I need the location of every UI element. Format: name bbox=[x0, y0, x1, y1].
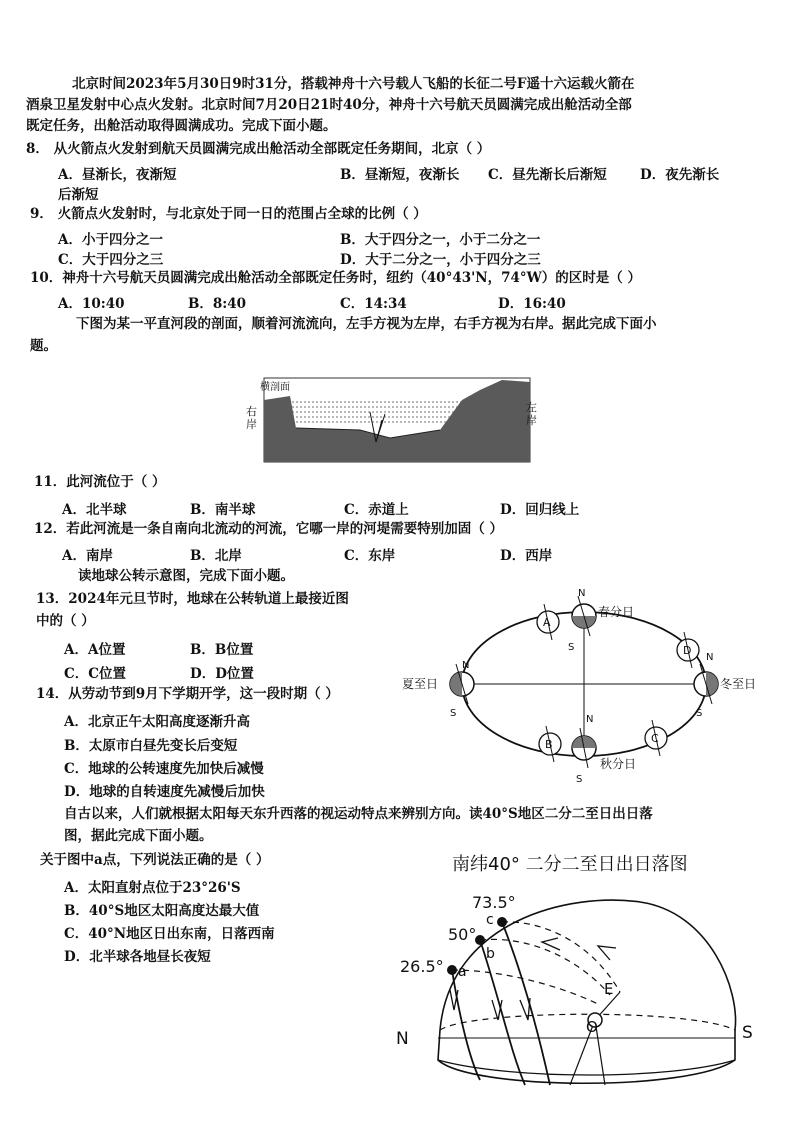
orbit-s-winter: S bbox=[696, 708, 703, 719]
q13-option-c[interactable]: C．C位置 bbox=[64, 666, 126, 682]
sun-direction-e: E bbox=[604, 980, 614, 998]
q15-option-c[interactable]: C．40°N地区日出东南，日落西南 bbox=[64, 926, 275, 942]
q8-option-a[interactable]: A．昼渐长，夜渐短 bbox=[58, 167, 177, 183]
q13-option-b[interactable]: B．B位置 bbox=[190, 642, 254, 658]
q10-option-d[interactable]: D．16:40 bbox=[498, 296, 566, 312]
q15-option-b[interactable]: B．40°S地区太阳高度达最大值 bbox=[64, 903, 260, 919]
sun-point-b: b bbox=[486, 946, 495, 962]
q9-option-a[interactable]: A．小于四分之一 bbox=[58, 232, 163, 248]
orbit-label-c: C bbox=[651, 732, 659, 745]
intro4-line2: 图，据此完成下面小题。 bbox=[64, 828, 213, 844]
sun-figure-title: 南纬40° 二分二至日出日落图 bbox=[452, 854, 688, 875]
q11-stem: 11．此河流位于（ ） bbox=[34, 474, 166, 490]
intro1-line1: 北京时间2023年5月30日9时31分，搭载神舟十六号载人飞船的长征二号F遥十六运载火箭在 bbox=[72, 76, 635, 92]
sun-point-a: a bbox=[458, 964, 467, 980]
q14-option-c[interactable]: C．地球的公转速度先加快后减慢 bbox=[64, 761, 264, 777]
orbit-n-spring: N bbox=[578, 588, 586, 599]
orbit-label-winter: 冬至日 bbox=[720, 677, 757, 691]
orbit-label-summer: 夏至日 bbox=[402, 677, 439, 691]
orbit-n-winter: N bbox=[706, 652, 714, 663]
orbit-label-d: D bbox=[683, 644, 692, 657]
intro2-line2: 题。 bbox=[30, 338, 57, 354]
q11-option-c[interactable]: C．赤道上 bbox=[344, 502, 409, 518]
orbit-label-spring: 春分日 bbox=[598, 605, 635, 619]
q13-stem-line2: 中的（ ） bbox=[36, 613, 95, 629]
river-figure-title: 横剖面 bbox=[260, 382, 290, 393]
q14-stem: 14．从劳动节到9月下学期开学，这一段时期（ ） bbox=[36, 686, 339, 702]
river-left-bank-label: 左 岸 bbox=[526, 401, 537, 427]
q10-stem: 10．神舟十六号航天员圆满完成出舱活动全部既定任务时，纽约（40°43'N，74°W）的区时是（ ） bbox=[30, 270, 641, 286]
q12-option-a[interactable]: A．南岸 bbox=[62, 548, 113, 564]
q10-option-a[interactable]: A．10:40 bbox=[58, 296, 125, 312]
intro3: 读地球公转示意图，完成下面小题。 bbox=[78, 568, 294, 584]
sun-direction-n: N bbox=[396, 1029, 409, 1049]
q14-option-a[interactable]: A．北京正午太阳高度逐渐升高 bbox=[64, 714, 250, 730]
q9-option-d[interactable]: D．大于二分之一，小于四分之三 bbox=[340, 252, 541, 268]
sun-alt-50: 50° bbox=[448, 925, 477, 944]
q9-option-b[interactable]: B．大于四分之一，小于二分之一 bbox=[340, 232, 541, 248]
q8-option-d-cont: 后渐短 bbox=[58, 187, 99, 203]
sun-path-figure bbox=[390, 880, 785, 1120]
river-right-bank-label: 右 岸 bbox=[246, 405, 257, 431]
river-cross-section-figure bbox=[240, 370, 550, 465]
q15-option-d[interactable]: D．北半球各地昼长夜短 bbox=[64, 949, 211, 965]
q11-option-a[interactable]: A．北半球 bbox=[62, 502, 127, 518]
q8-option-b[interactable]: B．昼渐短，夜渐长 bbox=[340, 167, 460, 183]
q8-option-d[interactable]: D．夜先渐长 bbox=[640, 167, 720, 183]
orbit-n-summer: N bbox=[462, 660, 470, 671]
q14-option-d[interactable]: D．地球的自转速度先减慢后加快 bbox=[64, 784, 265, 800]
q15-stem: 关于图中a点，下列说法正确的是（ ） bbox=[40, 852, 270, 868]
orbit-s-autumn: S bbox=[576, 774, 583, 785]
q12-stem: 12．若此河流是一条自南向北流动的河流，它哪一岸的河堤需要特别加固（ ） bbox=[34, 521, 503, 537]
q15-option-a[interactable]: A．太阳直射点位于23°26'S bbox=[64, 880, 241, 896]
sun-direction-s: S bbox=[742, 1023, 753, 1043]
q13-stem-line1: 13．2024年元旦节时，地球在公转轨道上最接近图 bbox=[36, 591, 349, 607]
orbit-n-autumn: N bbox=[586, 714, 594, 725]
q11-option-b[interactable]: B．南半球 bbox=[190, 502, 256, 518]
q11-option-d[interactable]: D．回归线上 bbox=[500, 502, 580, 518]
q12-option-b[interactable]: B．北岸 bbox=[190, 548, 242, 564]
q12-option-d[interactable]: D．西岸 bbox=[500, 548, 553, 564]
q14-option-b[interactable]: B．太原市白昼先变长后变短 bbox=[64, 738, 238, 754]
orbit-label-a: A bbox=[543, 616, 551, 629]
q13-option-d[interactable]: D．D位置 bbox=[190, 666, 254, 682]
q13-option-a[interactable]: A．A位置 bbox=[64, 642, 126, 658]
earth-winter-solstice bbox=[694, 664, 718, 704]
q12-option-c[interactable]: C．东岸 bbox=[344, 548, 396, 564]
intro2-line1: 下图为某一平直河段的剖面，顺着河流流向，左手方视为左岸，右手方视为右岸。据此完成下面小 bbox=[76, 316, 657, 332]
orbit-s-spring: S bbox=[568, 642, 575, 653]
intro1-line2: 酒泉卫星发射中心点火发射。北京时间7月20日21时40分，神舟十六号航天员圆满完成出舱活动全部 bbox=[26, 97, 632, 113]
sun-point-c: c bbox=[486, 912, 494, 928]
sun-alt-73-5: 73.5° bbox=[472, 893, 516, 912]
q9-stem: 9． 火箭点火发射时，与北京处于同一日的范围占全球的比例（ ） bbox=[30, 206, 427, 222]
q8-stem: 8． 从火箭点火发射到航天员圆满完成出舱活动全部既定任务期间，北京（ ） bbox=[26, 141, 491, 157]
intro1-line3: 既定任务，出舱活动取得圆满成功。完成下面小题。 bbox=[26, 118, 337, 134]
orbit-s-summer: S bbox=[450, 708, 457, 719]
intro4-line1: 自古以来，人们就根据太阳每天东升西落的视运动特点来辨别方向。读40°S地区二分二至日出日落 bbox=[64, 806, 653, 822]
earth-orbit-figure bbox=[400, 588, 770, 788]
q10-option-c[interactable]: C．14:34 bbox=[340, 296, 407, 312]
q9-option-c[interactable]: C．大于四分之三 bbox=[58, 252, 164, 268]
sun-center-o: O bbox=[586, 1018, 598, 1036]
orbit-label-autumn: 秋分日 bbox=[600, 757, 637, 771]
sun-alt-26-5: 26.5° bbox=[400, 957, 444, 976]
orbit-label-b: B bbox=[545, 738, 553, 751]
q8-option-c[interactable]: C．昼先渐长后渐短 bbox=[488, 167, 607, 183]
q10-option-b[interactable]: B．8:40 bbox=[188, 296, 247, 312]
